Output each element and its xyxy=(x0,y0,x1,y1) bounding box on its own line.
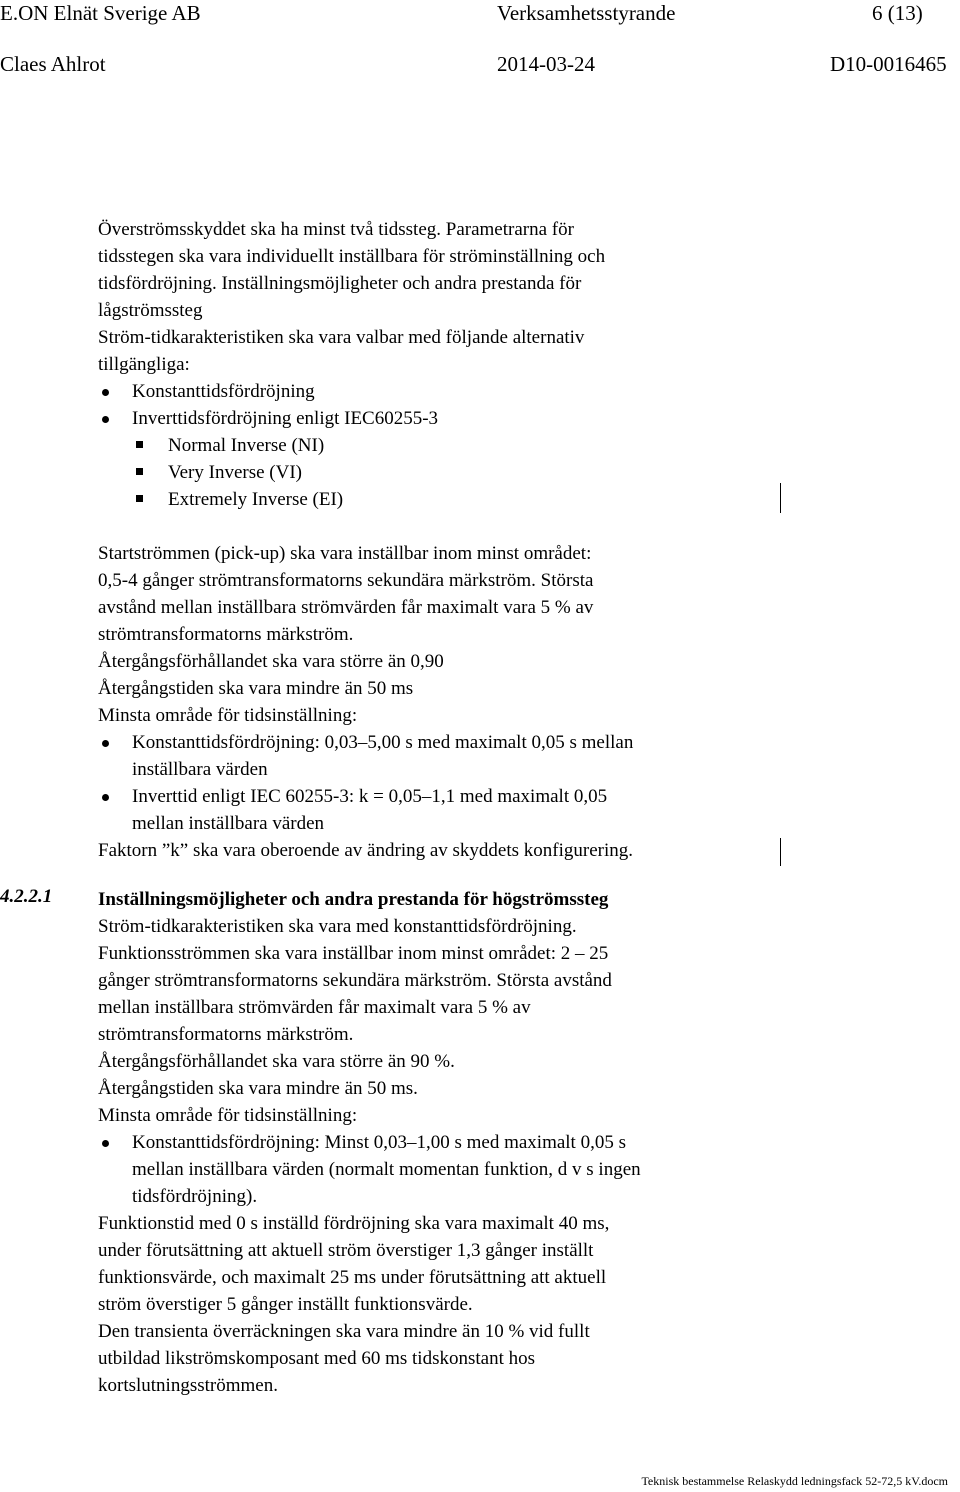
bullet-item xyxy=(98,405,798,432)
bullet-dot-icon xyxy=(102,1140,109,1147)
bullet-item xyxy=(98,783,798,837)
section-heading: Inställningsmöjligheter och andra prestanda för högströmssteg xyxy=(98,889,609,910)
paragraph-line: Startströmmen (pick-up) ska vara inställbar inom minst området: xyxy=(98,543,592,564)
paragraph-line: Den transienta överräckningen ska vara mindre än 10 % vid fullt xyxy=(98,1321,590,1342)
paragraph-line: utbildad likströmskomposant med 60 ms tidskonstant hos xyxy=(98,1348,535,1369)
paragraph-line: avstånd mellan inställbara strömvärden får maximalt vara 5 % av xyxy=(98,597,594,618)
paragraph-line: 0,5-4 gånger strömtransformatorns sekundära märkström. Största xyxy=(98,570,594,591)
bullet-text: Konstanttidsfördröjning: Minst 0,03–1,00 s med maximalt 0,05 s xyxy=(132,1132,626,1153)
bullet-dot-icon xyxy=(102,740,109,747)
bullet-text: Konstanttidsfördröjning: 0,03–5,00 s med maximalt 0,05 s mellan xyxy=(132,732,634,753)
sub-bullet-item xyxy=(98,432,798,459)
footer-filename: Teknisk bestammelse Relaskydd ledningsfack 52-72,5 kV.docm xyxy=(641,1474,948,1488)
header-author: Claes Ahlrot xyxy=(0,52,106,76)
bullet-text: mellan inställbara värden (normalt momentan funktion, d v s ingen xyxy=(132,1159,641,1180)
bullet-text: Inverttidsfördröjning enligt IEC60255-3 xyxy=(132,408,439,429)
sub-bullet-item xyxy=(98,486,798,513)
paragraph-line: Funktionstid med 0 s inställd fördröjning ska vara maximalt 40 ms, xyxy=(98,1213,610,1234)
bullet-item xyxy=(98,378,798,405)
paragraph-line: funktionsvärde, och maximalt 25 ms under förutsättning att aktuell xyxy=(98,1267,607,1288)
sub-bullet-text: Normal Inverse (NI) xyxy=(168,435,325,456)
paragraph-line: strömtransformatorns märkström. xyxy=(98,1024,354,1045)
paragraph-line: Funktionsströmmen ska vara inställbar inom minst området: 2 – 25 xyxy=(98,943,609,964)
bullet-text: mellan inställbara värden xyxy=(132,813,325,834)
paragraph-line: ström överstiger 5 gånger inställt funktionsvärde. xyxy=(98,1294,473,1315)
paragraph-line: Ström-tidkarakteristiken ska vara med konstanttidsfördröjning. xyxy=(98,916,577,937)
header-company: E.ON Elnät Sverige AB xyxy=(0,1,201,25)
paragraph-line: Återgångsförhållandet ska vara större än 0,90 xyxy=(98,651,444,672)
paragraph-line: Överströmsskyddet ska ha minst två tidssteg. Parametrarna för xyxy=(98,219,574,240)
bullet-text: inställbara värden xyxy=(132,759,268,780)
change-bar xyxy=(780,483,781,513)
section-body xyxy=(98,886,798,1399)
sub-bullet-text: Very Inverse (VI) xyxy=(168,462,302,483)
bullet-dot-icon xyxy=(102,416,109,423)
paragraph-line: Faktorn ”k” ska vara oberoende av ändring av skyddets konfigurering. xyxy=(98,840,633,861)
bullet-text: Inverttid enligt IEC 60255-3: k = 0,05–1,1 med maximalt 0,05 xyxy=(132,786,608,807)
bullet-dot-icon xyxy=(102,794,109,801)
paragraph-line: gånger strömtransformatorns sekundära märkström. Största avstånd xyxy=(98,970,612,991)
paragraph-line: under förutsättning att aktuell ström överstiger 1,3 gånger inställt xyxy=(98,1240,594,1261)
paragraph-line: kortslutningsströmmen. xyxy=(98,1375,278,1396)
sub-bullet-text: Extremely Inverse (EI) xyxy=(168,489,344,510)
bullet-dot-icon xyxy=(102,389,109,396)
paragraph-line: tillgängliga: xyxy=(98,354,190,375)
paragraph-line: Minsta område för tidsinställning: xyxy=(98,705,358,726)
bullet-item xyxy=(98,1129,798,1210)
change-bar xyxy=(780,838,781,866)
bullet-square-icon xyxy=(136,468,143,475)
paragraph-line: Återgångstiden ska vara mindre än 50 ms. xyxy=(98,1078,418,1099)
paragraph-line: Återgångstiden ska vara mindre än 50 ms xyxy=(98,678,414,699)
requirements-block-2 xyxy=(98,540,798,864)
header-doc-id: D10-0016465 xyxy=(830,52,947,76)
bullet-text: Konstanttidsfördröjning xyxy=(132,381,315,402)
paragraph-line: tidsstegen ska vara individuellt inställbara för ströminställning och xyxy=(98,246,606,267)
header-date: 2014-03-24 xyxy=(497,52,595,76)
paragraph-line: Återgångsförhållandet ska vara större än 90 %. xyxy=(98,1051,455,1072)
section-number: 4.2.2.1 xyxy=(0,886,53,907)
header-page-number: 6 (13) xyxy=(872,1,923,25)
paragraph-line: Minsta område för tidsinställning: xyxy=(98,1105,358,1126)
sub-bullet-item xyxy=(98,459,798,486)
paragraph-line: lågströmssteg xyxy=(98,300,203,321)
bullet-text: tidsfördröjning). xyxy=(132,1186,258,1207)
paragraph-line: tidsfördröjning. Inställningsmöjligheter och andra prestanda för xyxy=(98,273,582,294)
paragraph-line: mellan inställbara strömvärden får maximalt vara 5 % av xyxy=(98,997,531,1018)
paragraph-line: strömtransformatorns märkström. xyxy=(98,624,354,645)
bullet-item xyxy=(98,729,798,783)
header-doc-category: Verksamhetsstyrande xyxy=(497,1,676,25)
bullet-square-icon xyxy=(136,495,143,502)
bullet-square-icon xyxy=(136,441,143,448)
requirements-block-1 xyxy=(98,216,798,513)
paragraph-line: Ström-tidkarakteristiken ska vara valbar med följande alternativ xyxy=(98,327,585,348)
